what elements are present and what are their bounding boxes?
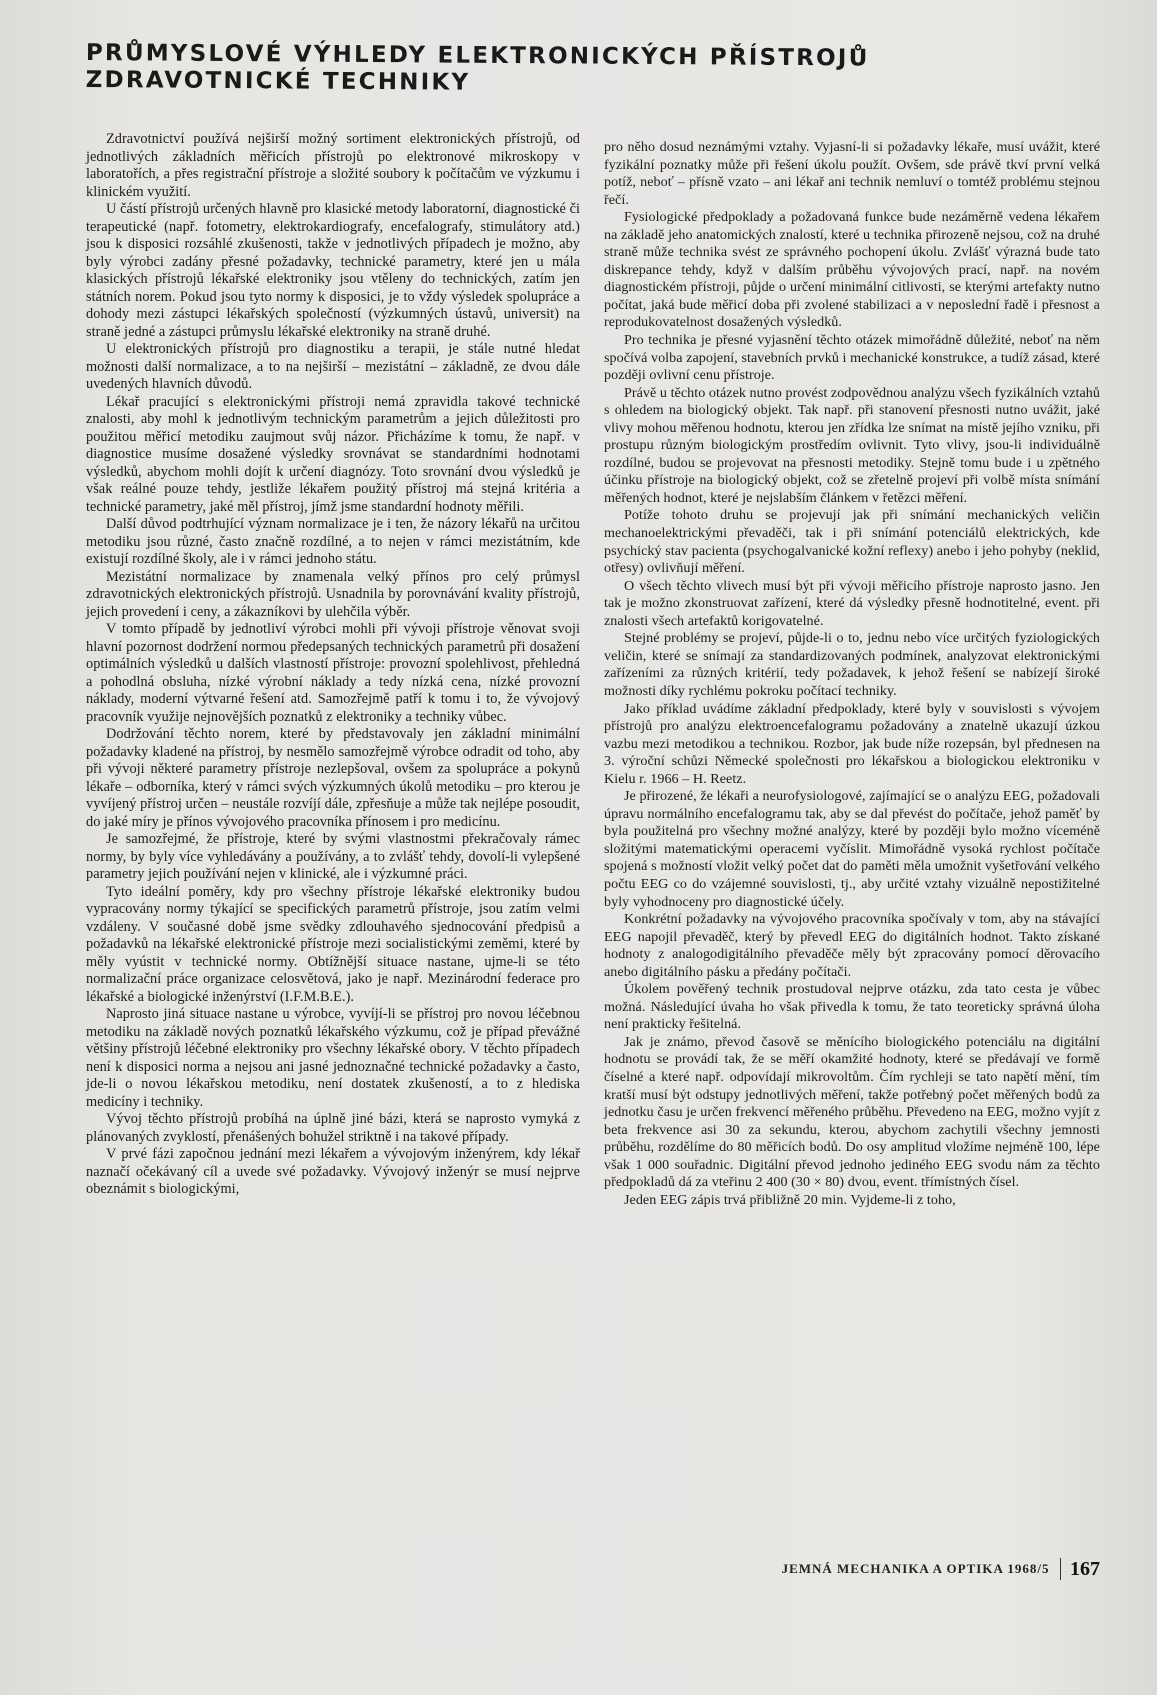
page-footer xyxy=(760,1557,1100,1581)
paragraph: Fysiologické předpoklady a požadovaná funkce bude nezáměrně vedena lékařem na základě jeho anatomických znalostí, které u technika přirozeně nejsou, což na druhé straně může technika svést ze správného pochopení úkolu. Zvlášť výrazná bude tato diskrepance tehdy, když v dalším průběhu vývojových prací, např. na novém diagnostickém přístroji, půjde o určení minimální citlivosti, se kterými artefakty nutno počítat, jaká bude měřicí doba při zvolené stabilizaci a v neposlední řadě i přesnost a reprodukovatelnost dosažených výsledků. xyxy=(604,209,1100,331)
journal-name: JEMNÁ MECHANIKA A OPTIKA 1968/5 xyxy=(781,1561,1050,1576)
paragraph: O všech těchto vlivech musí být při vývoji měřicího přístroje naprosto jasno. Jen tak je možno zkonstruovat zařízení, které dá výsledky přesně hodnotitelné, event. při znalosti všech artefaktů korigovatelné. xyxy=(604,577,1100,629)
paragraph: Je přirozené, že lékaři a neurofysiologové, zajímající se o analýzu EEG, požadovali úpravu normálního encefalogramu tak, aby se dal převést do počítače, jehož paměť by byla použitelná pro všechny možné analýzy, které by později bylo možno víceméně složitými matematickými operacemi vyčíslit. Mimořádně vysoká rychlost počítače spojená s možností vložit velký počet dat do paměti měla umožnit vyšetřování velkého počtu EEG co do vzájemné souvislosti, tj., aby určité vztahy vizuálně nepostižitelné byly vyhodnoceny pro diagnostické účely. xyxy=(604,788,1100,910)
paragraph: U elektronických přístrojů pro diagnostiku a terapii, je stále nutné hledat možnosti další normalizace, a to na nejširší – mezistátní – základně, ze dvou dále uvedených hlavních důvodů. xyxy=(86,341,580,392)
page-number: 167 xyxy=(1070,1557,1100,1580)
footer-divider xyxy=(1060,1558,1062,1580)
paragraph: Potíže tohoto druhu se projevují jak při snímání mechanických veličin mechanoelektrickými převaděči, tak i při snímání potenciálů elektrických, kde psychický stav pacienta (psychogalvanické kožní reflexy) anebo i jeho pohyby (neklid, otřesy) ovlivňují měření. xyxy=(604,507,1100,577)
paragraph: U částí přístrojů určených hlavně pro klasické metody laboratorní, diagnostické či terapeutické (např. fotometry, elektrokardiografy, encefalografy, stimulátory atd.) jsou k disposici rozsáhlé zkušenosti, takže v jednotlivých případech je možno, aby byly výrobci zadány přesné požadavky, technické parametry, které jen u mála klasických přístrojů lékařské elektroniky jsou vtěleny do technických, zatím jen státních norem. Pokud jsou tyto normy k disposici, je to vždy výsledek spolupráce a dohody mezi zástupci lékařských společností (výzkumných ústavů, universit) na straně jedné a zástupci průmyslu lékařské elektroniky na straně druhé. xyxy=(86,201,580,340)
left-text-column xyxy=(86,131,580,1199)
article-title: PRŮMYSLOVÉ VÝHLEDY ELEKTRONICKÝCH PŘÍSTROJŮ ZDRAVOTNICKÉ TECHNIKY xyxy=(85,40,870,96)
paragraph: Další důvod podtrhující význam normalizace je i ten, že názory lékařů na určitou metodiku jsou různé, často značně rozdílné, a to nejen v rámci mezistátním, kde existují rozdílné školy, ale i v rámci jednoho státu. xyxy=(86,516,580,567)
paragraph: Jak je známo, převod časově se měnícího biologického potenciálu na digitální hodnotu se provádí tak, že se měří okamžité hodnoty, které se předávají ve formě číselné a které např. odpovídají mikrovoltům. Čím rychleji se tato napětí mění, tím kratší musí být odstupy jednotlivých měření, takže potřebný počet měřených bodů za jednotku času je určen frekvencí měřeného průběhu. Převedeno na EEG, možno vyjít z beta frekvence asi 30 za sekundu, kterou, abychom zachytili všechny jemnosti průběhu, rozdělíme do 80 měřicích bodů. Do osy amplitud vložíme nejméně 100, lépe však 1 000 souřadnic. Digitální převod jednoho jediného EEG svodu nám za těchto předpokladů dá za vteřinu 2 400 (30 × 80) dvou, event. třímístných čísel. xyxy=(604,1033,1100,1191)
paragraph: pro něho dosud neznámými vztahy. Vyjasní-li si požadavky lékaře, musí uvážit, které fyzikální poznatky může při řešení úkolu použít. Ovšem, sde právě tkví první velká potíž, neboť – přísně vzato – ani lékař ani technik nemluví o tomtéž problému stejnou řečí. xyxy=(604,139,1100,208)
paragraph: Je samozřejmé, že přístroje, které by svými vlastnostmi překračovaly rámec normy, by byly více vyhledávány a používány, a to zvlášť tehdy, dovolí-li vylepšené parametry jejich používání nejen v klinické, ale i výzkumné práci. xyxy=(86,831,580,882)
paragraph: Lékař pracující s elektronickými přístroji nemá zpravidla takové technické znalosti, aby mohl k jednotlivým technickým parametrům a jejich důležitosti pro použitou měřicí metodiku zaujmout svůj názor. Přicházíme k tomu, že např. v diagnostice musíme dosažené výsledky srovnávat se standardními hodnotami výsledků, abychom mohli dojít k určení diagnózy. Toto srovnání dvou výsledků je však reálné pouze tehdy, jestliže lékařem použitý přístroj má stejná kritéria a technické parametry, jaké měl přístroj, jímž jsme standardní hodnoty měřili. xyxy=(86,393,580,515)
paragraph: Dodržování těchto norem, které by představovaly jen základní minimální požadavky kladené na přístroj, by nesmělo samozřejmě výrobce odradit od toho, aby při vývoji některé parametry přístroje nezlepšoval, ovšem za spolupráce a pokynů lékaře – odborníka, který v rámci svých výzkumných úkolů metodiku – pro kterou je vyvíjený přístroj určen – neustále rozvíjí dále, zpřesňuje a může tak nejlépe posoudit, do jaké míry je přínos vývojového pracovníka přínosem i pro medicínu. xyxy=(86,726,580,830)
paragraph: Mezistátní normalizace by znamenala velký přínos pro celý průmysl zdravotnických elektronických přístrojů. Usnadnila by porovnávání kvality přístrojů, jejich provedení i ceny, a zákazníkovi by ulehčila výběr. xyxy=(86,568,580,620)
paragraph: Zdravotnictví používá nejširší možný sortiment elektronických přístrojů, od jednotlivých základních měřicích přístrojů po elektronové mikroskopy v laboratořích, a přes registrační přístroje a složité soubory k počítačům ve výzkumu i klinickém využití. xyxy=(86,131,580,200)
paragraph: Právě u těchto otázek nutno provést zodpovědnou analýzu všech fyzikálních vztahů s ohledem na biologický objekt. Tak např. při stanovení přesnosti nutno uvážit, jaké vlivy mohou měřenou hodnotu, kterou jen zřídka lze snímat na místě jejího vzniku, při prostupu různým biologickým prostředím ovlivnit. Tyto vlivy, jsou-li individuálně rozdílné, budou se projevovat na přesnosti metodiky. Stejně tomu bude i u zpětného účinku přístroje na biologický objekt, což se zřetelně projeví při volbě místa snímání měřených hodnot, které je nejslabším článkem v řetězci měření. xyxy=(604,384,1100,506)
paragraph: Konkrétní požadavky na vývojového pracovníka spočívaly v tom, aby na stávající EEG napojil převaděč, který by převedl EEG do digitálních hodnot. Takto získané hodnoty z analogodigitálního převaděče měly být zpracovány pomocí děrovacího anebo digitálního pásku a předány počítači. xyxy=(604,911,1100,980)
right-text-column xyxy=(604,139,1100,1209)
paragraph: Pro technika je přesné vyjasnění těchto otázek mimořádně důležité, neboť na něm spočívá volba zapojení, stavebních prvků i mechanické konstrukce, a tudíž zásad, které později ovlivní cenu přístroje. xyxy=(604,332,1100,384)
paragraph: Jako příklad uvádíme základní předpoklady, které byly v souvislosti s vývojem přístrojů pro analýzu elektroencefalogramu požadovány a znatelně ukazují úzkou vazbu mezi metodikou a technikou. Rozbor, jak bude níže rozepsán, byl přednesen na 3. výroční schůzi Německé společnosti pro lékařskou a biologickou elektroniku v Kielu r. 1966 – H. Reetz. xyxy=(604,700,1100,787)
paragraph: Vývoj těchto přístrojů probíhá na úplně jiné bázi, která se naprosto vymyká z plánovaných zvyklostí, přenášených bohužel striktně i na takové případy. xyxy=(86,1111,580,1145)
paragraph: V prvé fázi započnou jednání mezi lékařem a vývojovým inženýrem, kdy lékař naznačí očekávaný cíl a uvede své požadavky. Vývojový inženýr se musí nejprve obeznámit s biologickými, xyxy=(86,1146,580,1197)
paragraph: Tyto ideální poměry, kdy pro všechny přístroje lékařské elektroniky budou vypracovány normy týkající se specifických parametrů přístroje, jsou zatím velmi vzdáleny. V současné době jsme svědky zdlouhavého sjednocování předpisů a požadavků na lékařské elektronické přístroje mezi socialistickými zeměmi, které by měly vyústit v technické normy. Obtížnější situace nastane, ujme-li se této normalizační práce organizace celosvětová, jako je např. Mezinárodní federace pro lékařské a biologické inženýrství (I.F.M.B.E.). xyxy=(86,883,580,1005)
paragraph: Úkolem pověřený technik prostudoval nejprve otázku, zda tato cesta je vůbec možná. Následující úvaha ho však přivedla k tomu, že tato teoreticky správná úloha není prakticky řešitelná. xyxy=(604,981,1100,1033)
paragraph: Naprosto jiná situace nastane u výrobce, vyvíjí-li se přístroj pro novou léčebnou metodiku na základě nových poznatků lékařského výzkumu, což je případ převážné většiny přístrojů léčebné elektroniky pro všechny lékařské obory. V těchto případech není k disposici norma a nejsou ani jasné jednoznačné technické požadavky a často, jde-li o novou lékařskou metodiku, není dostatek zkušeností, a to z hlediska medicíny i techniky. xyxy=(86,1006,580,1110)
paragraph: V tomto případě by jednotliví výrobci mohli při vývoji přístroje věnovat svoji hlavní pozornost dodržení normou předepsaných technických parametrů při dosažení optimálních výsledků u dalších vlastností přístroje: provozní spolehlivost, přehledná a pohodlná obsluha, nízké výrobní náklady a tedy nízká cena, nízké provozní náklady, moderní výtvarné řešení atd. Samozřejmě patří k tomu i to, že vývojový pracovník využije nejnovějších poznatků z elektroniky a techniky vůbec. xyxy=(86,621,580,725)
paragraph: Stejné problémy se projeví, půjde-li o to, jednu nebo více určitých fyziologických veličin, které se snímají za standardizovaných podmínek, analyzovat elektronickými zařízeními za různých kritérií, tedy požadavek, k jehož řešení se nabízejí široké možnosti díky rychlému pokroku počítací techniky. xyxy=(604,630,1100,699)
paragraph: Jeden EEG zápis trvá přibližně 20 min. Vyjdeme-li z toho, xyxy=(624,1191,956,1208)
